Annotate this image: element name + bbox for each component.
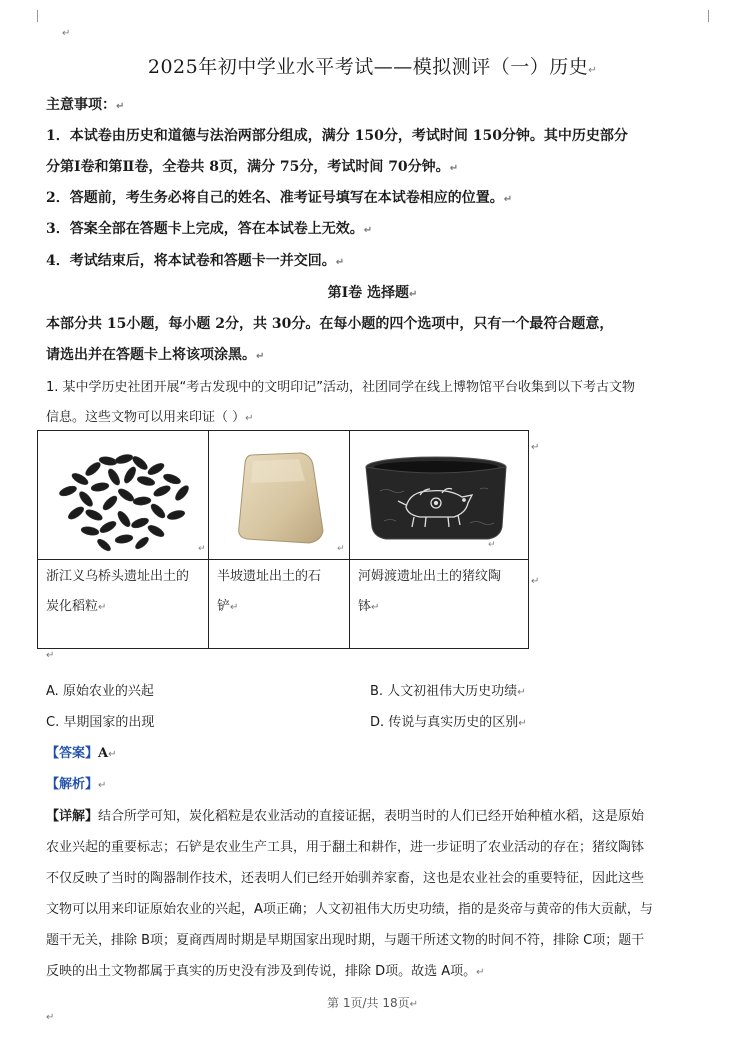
paragraph-mark: ↵	[46, 650, 55, 661]
artifact-image-cell	[209, 431, 350, 560]
pig-pattern-pottery-image	[350, 431, 528, 555]
option-b: B. 人文初祖伟大历史功绩↵	[370, 684, 526, 699]
notice-item: 4．考试结束后，将本试卷和答题卡一并交回。↵	[46, 253, 345, 269]
page-footer: 第 1页/共 18页↵	[327, 996, 418, 1010]
question-stem: 1. 某中学历史社团开展“考古发现中的文明印记”活动，社团同学在线上博物馆平台收集到以下考古文物	[46, 380, 636, 395]
stone-shovel-image	[209, 431, 349, 555]
margin-corner-mark	[37, 10, 50, 22]
artifact-table	[37, 430, 529, 649]
paragraph-mark: ↵	[531, 442, 540, 453]
svg-text:↵: ↵	[488, 540, 496, 550]
carbonized-rice-image	[38, 431, 208, 555]
artifact-caption: 浙江义乌桥头遗址出土的 炭化稻粒↵	[38, 560, 209, 649]
svg-text:↵: ↵	[198, 544, 206, 554]
margin-corner-mark	[696, 10, 709, 22]
detail-line: 农业兴起的重要标志；石铲是农业生产工具，用于翻土和耕作，进一步证明了农业活动的存在；猪纹陶钵	[46, 840, 645, 855]
answer-value: A	[98, 746, 109, 761]
artifact-caption: 河姆渡遗址出土的猪纹陶 钵↵	[350, 560, 529, 649]
artifact-image-cell	[38, 431, 209, 560]
artifact-image-cell	[350, 431, 529, 560]
artifact-caption: 半坡遗址出土的石 铲↵	[209, 560, 350, 649]
option-c: C. 早期国家的出现	[46, 715, 155, 730]
notice-item: 2．答题前，考生务必将自己的姓名、准考证号填写在本试卷相应的位置。↵	[46, 190, 513, 206]
question-stem: 信息。这些文物可以用来印证（ ）↵	[46, 410, 254, 425]
svg-text:↵: ↵	[337, 544, 345, 554]
paragraph-mark: ↵	[62, 28, 71, 39]
analysis-line: 【解析】↵	[46, 777, 107, 792]
detail-line: 【详解】结合所学可知，炭化稻粒是农业活动的直接证据，表明当时的人们已经开始种植水稻，这是原始	[46, 809, 645, 824]
detail-tag: 【详解】	[46, 809, 99, 824]
detail-line: 题干无关，排除 B项；夏商西周时期是早期国家出现时期，与题干所述文物的时间不符，排除 C项；题干	[46, 933, 645, 948]
answer-tag: 【答案】	[46, 746, 99, 761]
page-title: 2025年初中学业水平考试——模拟测评（一）历史↵	[147, 56, 598, 78]
answer-line: 【答案】A↵	[46, 746, 117, 761]
notice-item: 分第Ⅰ卷和第Ⅱ卷，全卷共 8页，满分 75分，考试时间 70分钟。↵	[46, 159, 459, 175]
paragraph-mark: ↵	[531, 576, 540, 587]
detail-line: 文物可以用来印证原始农业的兴起，A项正确；人文初祖伟大历史功绩，指的是炎帝与黄帝的伟大贡献，与	[46, 902, 653, 917]
detail-line: 反映的出土文物都属于真实的历史没有涉及到传说，排除 D项。故选 A项。↵	[46, 964, 485, 979]
notice-item: 3．答案全部在答题卡上完成，答在本试卷上无效。↵	[46, 221, 373, 237]
notice-item: 1．本试卷由历史和道德与法治两部分组成，满分 150分，考试时间 150分钟。其中历史部分	[46, 128, 628, 144]
option-d: D. 传说与真实历史的区别↵	[370, 715, 527, 730]
section-title: 第Ⅰ卷 选择题↵	[327, 285, 418, 301]
analysis-tag: 【解析】	[46, 777, 99, 792]
paragraph-mark: ↵	[46, 1012, 55, 1023]
notice-heading: 主意事项：↵	[46, 97, 125, 113]
section-intro: 请选出并在答题卡上将该项涂黑。↵	[46, 347, 265, 363]
section-intro: 本部分共 15小题，每小题 2分，共 30分。在每小题的四个选项中，只有一个最符合题意，	[46, 316, 614, 332]
detail-line: 不仅反映了当时的陶器制作技术，还表明人们已经开始驯养家畜，这也是农业社会的重要特征，因此这些	[46, 871, 645, 886]
option-a: A. 原始农业的兴起	[46, 684, 154, 699]
